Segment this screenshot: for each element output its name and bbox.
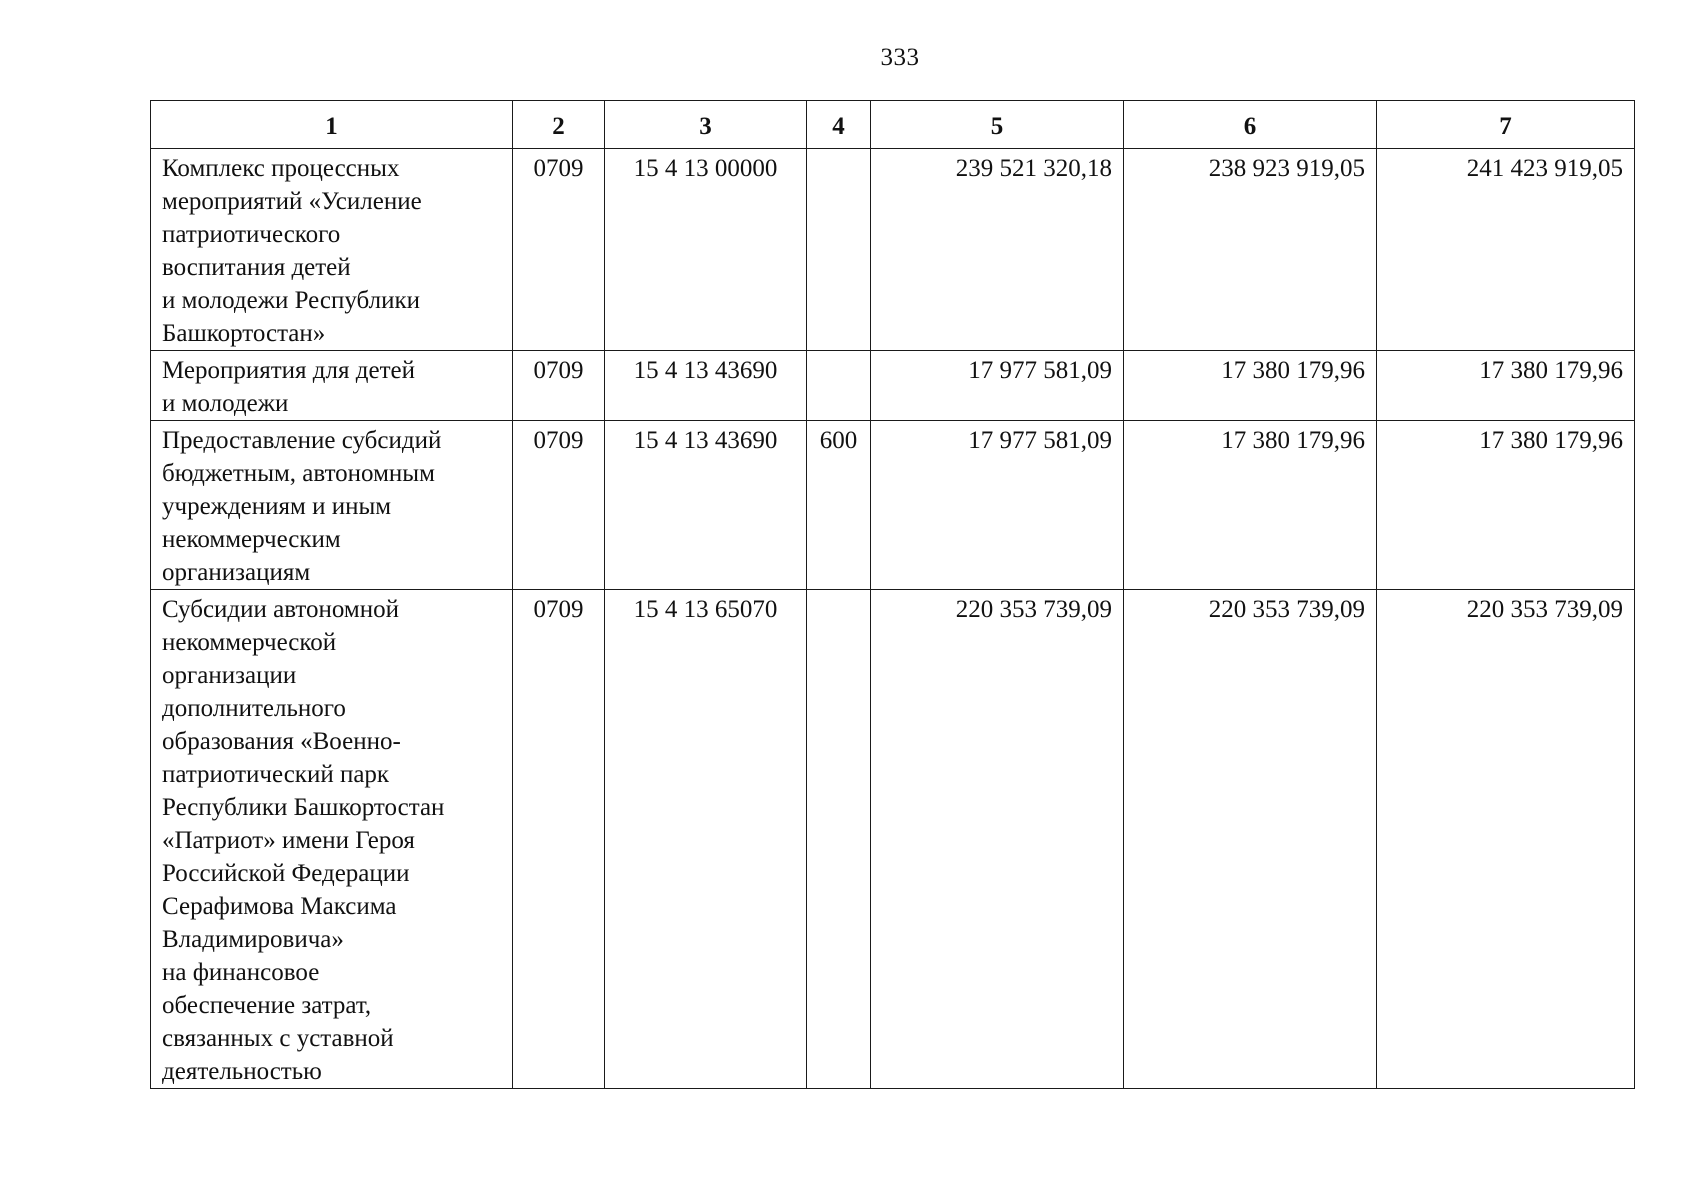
amount-col7-cell: 241 423 919,05 [1377,149,1635,351]
page-number: 333 [880,44,920,71]
amount-col6-cell: 17 380 179,96 [1124,351,1377,421]
expense-type-cell: 600 [807,421,871,590]
section-code-cell: 0709 [513,351,605,421]
section-code-cell: 0709 [513,421,605,590]
amount-col5-cell: 17 977 581,09 [871,351,1124,421]
column-header-7: 7 [1377,101,1635,149]
amount-col6-cell: 220 353 739,09 [1124,590,1377,1089]
target-code-cell: 15 4 13 43690 [605,351,807,421]
section-code-cell: 0709 [513,590,605,1089]
item-name-cell: Комплекс процессных мероприятий «Усиление патриотического воспитания детей и молодежи Республики Башкортостан» [151,149,513,351]
column-header-1: 1 [151,101,513,149]
amount-col5-cell: 239 521 320,18 [871,149,1124,351]
table-row [151,421,1635,590]
item-name-cell: Предоставление субсидий бюджетным, автономным учреждениям и иным некоммерческим организациям [151,421,513,590]
table-row [151,590,1635,1089]
target-code-cell: 15 4 13 43690 [605,421,807,590]
target-code-cell: 15 4 13 00000 [605,149,807,351]
amount-col6-cell: 238 923 919,05 [1124,149,1377,351]
column-header-5: 5 [871,101,1124,149]
item-name-cell: Субсидии автономной некоммерческой организации дополнительного образования «Военно- патриотический парк Республики Башкортостан «Патриот» имени Героя Российской Федерации Серафимова Максима Владимировича» на финансовое обеспечение затрат, связанных с уставной деятельностью [151,590,513,1089]
header-row [151,101,1635,149]
table-row [151,149,1635,351]
amount-col7-cell: 220 353 739,09 [1377,590,1635,1089]
column-header-3: 3 [605,101,807,149]
column-header-6: 6 [1124,101,1377,149]
expense-type-cell [807,351,871,421]
table-row [151,351,1635,421]
amount-col7-cell: 17 380 179,96 [1377,351,1635,421]
section-code-cell: 0709 [513,149,605,351]
column-header-4: 4 [807,101,871,149]
amount-col6-cell: 17 380 179,96 [1124,421,1377,590]
budget-table [150,100,1635,1089]
amount-col5-cell: 220 353 739,09 [871,590,1124,1089]
target-code-cell: 15 4 13 65070 [605,590,807,1089]
expense-type-cell [807,590,871,1089]
expense-type-cell [807,149,871,351]
column-header-2: 2 [513,101,605,149]
amount-col7-cell: 17 380 179,96 [1377,421,1635,590]
item-name-cell: Мероприятия для детей и молодежи [151,351,513,421]
amount-col5-cell: 17 977 581,09 [871,421,1124,590]
